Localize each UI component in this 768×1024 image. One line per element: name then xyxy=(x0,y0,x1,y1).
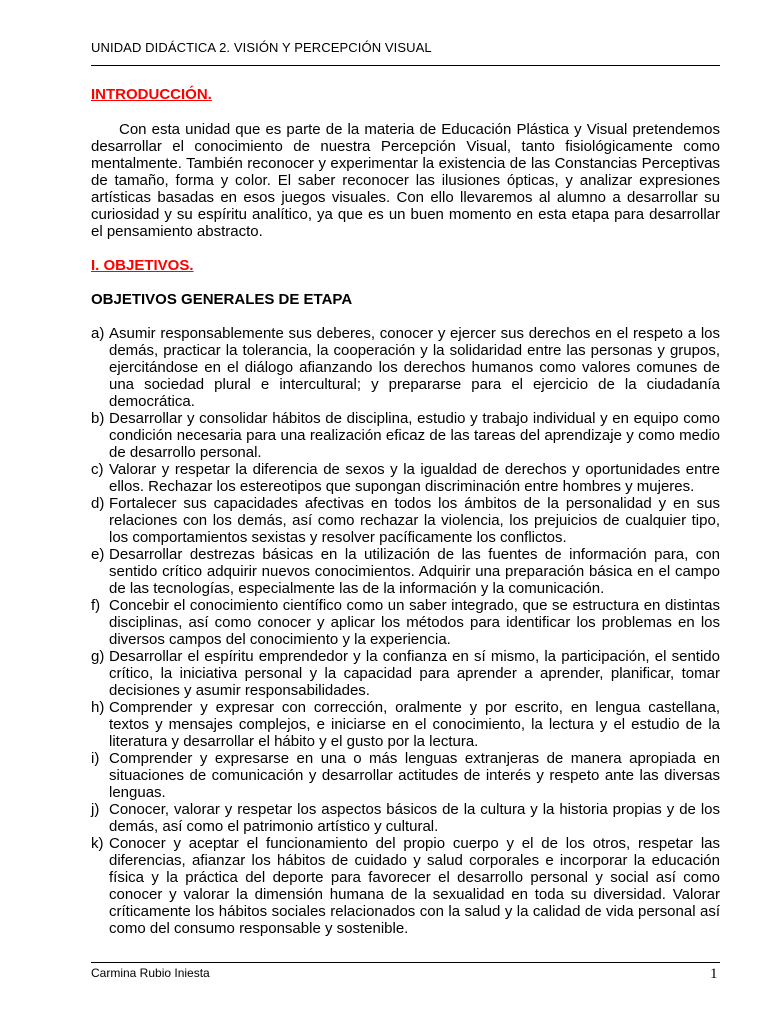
list-item-text: Fortalecer sus capacidades afectivas en todos los ámbitos de la personalidad y en sus relaciones con los demás, así como rechazar la violencia, los prejuicios de cualquier tipo, los comportamientos sexistas y resolver pacíficamente los conflictos. xyxy=(109,495,720,546)
general-objectives-subheading: OBJETIVOS GENERALES DE ETAPA xyxy=(91,291,353,308)
list-item-text: Desarrollar y consolidar hábitos de disciplina, estudio y trabajo individual y en equipo como condición necesaria para una realización eficaz de las tareas del aprendizaje y como medio de desarrollo personal. xyxy=(109,410,720,461)
footer-divider xyxy=(91,962,720,963)
list-marker: f) xyxy=(91,597,101,614)
list-marker: i) xyxy=(91,750,100,767)
list-marker: h) xyxy=(91,699,105,716)
list-marker: b) xyxy=(91,410,105,427)
page-header-title: UNIDAD DIDÁCTICA 2. VISIÓN Y PERCEPCIÓN VISUAL xyxy=(91,40,432,55)
footer-author: Carmina Rubio Iniesta xyxy=(91,966,210,980)
list-item-text: Comprender y expresarse en una o más lenguas extranjeras de manera apropiada en situaciones de comunicación y desarrollar actitudes de interés y respeto ante las diversas lenguas. xyxy=(109,750,720,801)
list-marker: k) xyxy=(91,835,104,852)
list-item xyxy=(91,546,720,597)
list-item xyxy=(91,699,720,750)
objectives-list xyxy=(91,325,720,937)
list-item xyxy=(91,835,720,937)
list-item xyxy=(91,461,720,495)
list-marker: a) xyxy=(91,325,105,342)
objectives-heading: I. OBJETIVOS. xyxy=(91,257,194,274)
list-item xyxy=(91,495,720,546)
header-divider xyxy=(91,65,720,66)
list-marker: d) xyxy=(91,495,105,512)
page-number: 1 xyxy=(710,966,718,982)
list-item-text: Conocer y aceptar el funcionamiento del propio cuerpo y el de los otros, respetar las diferencias, afianzar los hábitos de cuidado y salud corporales e incorporar la educación física y la práctica del deporte para favorecer el desarrollo personal y social así como conocer y valorar la dimensión humana de la sexualidad en toda su diversidad. Valorar críticamente los hábitos sociales relacionados con la salud y la calidad de vida personal así como del consumo responsable y sostenible. xyxy=(109,835,720,937)
list-item xyxy=(91,597,720,648)
list-item-text: Desarrollar destrezas básicas en la utilización de las fuentes de información para, con sentido crítico adquirir nuevos conocimientos. Adquirir una preparación básica en el campo de las tecnologías, especialmente las de la información y la comunicación. xyxy=(109,546,720,597)
list-item-text: Concebir el conocimiento científico como un saber integrado, que se estructura en distintas disciplinas, así como conocer y aplicar los métodos para identificar los problemas en los diversos campos del conocimiento y la experiencia. xyxy=(109,597,720,648)
list-item-text: Desarrollar el espíritu emprendedor y la confianza en sí mismo, la participación, el sentido crítico, la iniciativa personal y la capacidad para aprender a aprender, planificar, tomar decisiones y asumir responsabilidades. xyxy=(109,648,720,699)
list-item xyxy=(91,750,720,801)
list-item xyxy=(91,410,720,461)
page-content xyxy=(91,86,720,937)
introduction-heading: INTRODUCCIÓN. xyxy=(91,86,212,103)
list-marker: e) xyxy=(91,546,105,563)
list-item xyxy=(91,648,720,699)
introduction-paragraph: Con esta unidad que es parte de la materia de Educación Plástica y Visual pretendemos desarrollar el conocimiento de nuestra Percepción Visual, tanto fisiológicamente como mentalmente. También reconocer y experimentar la existencia de las Constancias Perceptivas de tamaño, forma y color. El saber reconocer las ilusiones ópticas, y analizar expresiones artísticas basadas en esos juegos visuales. Con ello llevaremos al alumno a desarrollar su curiosidad y su espíritu analítico, ya que es un buen momento en esta etapa para desarrollar el pensamiento abstracto. xyxy=(91,121,720,240)
list-item-text: Conocer, valorar y respetar los aspectos básicos de la cultura y la historia propias y de los demás, así como el patrimonio artístico y cultural. xyxy=(109,801,720,835)
list-marker: j) xyxy=(91,801,100,818)
list-marker: c) xyxy=(91,461,104,478)
list-marker: g) xyxy=(91,648,105,665)
list-item-text: Comprender y expresar con corrección, oralmente y por escrito, en lengua castellana, textos y mensajes complejos, e iniciarse en el conocimiento, la lectura y el estudio de la literatura y desarrollar el hábito y el gusto por la lectura. xyxy=(109,699,720,750)
list-item-text: Asumir responsablemente sus deberes, conocer y ejercer sus derechos en el respeto a los demás, practicar la tolerancia, la cooperación y la solidaridad entre las personas y grupos, ejercitándose en el diálogo afianzando los derechos humanos como valores comunes de una sociedad plural e intercultural; y prepararse para el ejercicio de la ciudadanía democrática. xyxy=(109,325,720,410)
list-item-text: Valorar y respetar la diferencia de sexos y la igualdad de derechos y oportunidades entre ellos. Rechazar los estereotipos que supongan discriminación entre hombres y mujeres. xyxy=(109,461,720,495)
list-item xyxy=(91,801,720,835)
list-item xyxy=(91,325,720,410)
